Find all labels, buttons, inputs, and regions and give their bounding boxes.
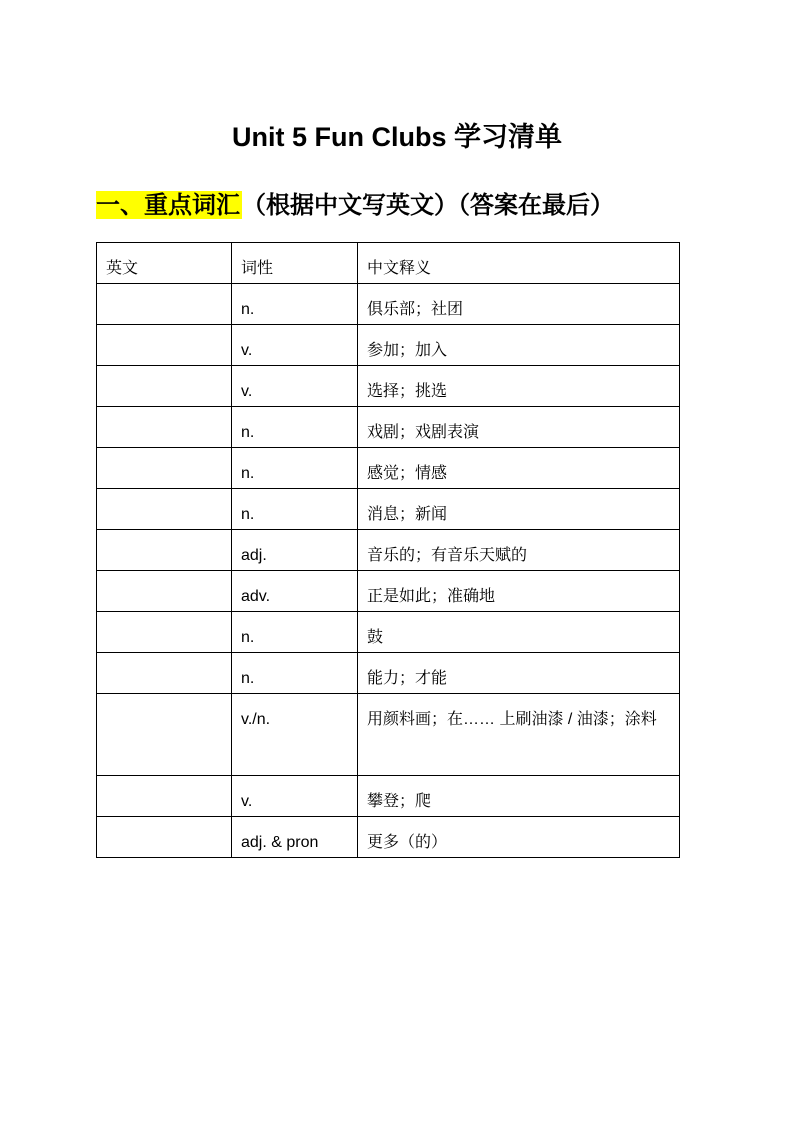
header-english: 英文 [97, 243, 232, 284]
english-answer-cell[interactable] [97, 530, 232, 571]
english-answer-cell[interactable] [97, 284, 232, 325]
chinese-meaning-cell: 鼓 [358, 612, 680, 653]
english-answer-cell[interactable] [97, 407, 232, 448]
english-answer-cell[interactable] [97, 612, 232, 653]
english-answer-cell[interactable] [97, 366, 232, 407]
header-chinese-meaning: 中文释义 [358, 243, 680, 284]
part-of-speech-cell: v. [232, 776, 358, 817]
chinese-meaning-cell: 音乐的；有音乐天赋的 [358, 530, 680, 571]
english-answer-cell[interactable] [97, 653, 232, 694]
vocabulary-table [96, 242, 680, 858]
table-row [97, 612, 680, 653]
table-row [97, 571, 680, 612]
part-of-speech-cell: v. [232, 366, 358, 407]
part-of-speech-cell: adj. & pron [232, 817, 358, 858]
english-answer-cell[interactable] [97, 448, 232, 489]
table-row [97, 325, 680, 366]
table-row [97, 817, 680, 858]
chinese-meaning-cell: 消息；新闻 [358, 489, 680, 530]
table-row [97, 448, 680, 489]
table-header-row [97, 243, 680, 284]
chinese-meaning-cell: 参加；加入 [358, 325, 680, 366]
chinese-meaning-cell: 正是如此；准确地 [358, 571, 680, 612]
part-of-speech-cell: v./n. [232, 694, 358, 776]
english-answer-cell[interactable] [97, 325, 232, 366]
section-heading-highlight: 一、重点词汇 [96, 191, 240, 219]
table-row [97, 366, 680, 407]
english-answer-cell[interactable] [97, 694, 232, 776]
header-part-of-speech: 词性 [232, 243, 358, 284]
english-answer-cell[interactable] [97, 817, 232, 858]
table-row [97, 284, 680, 325]
section-heading [96, 186, 614, 224]
english-answer-cell[interactable] [97, 571, 232, 612]
table-row [97, 530, 680, 571]
chinese-meaning-cell: 戏剧；戏剧表演 [358, 407, 680, 448]
chinese-meaning-cell: 用颜料画；在…… 上刷油漆 / 油漆；涂料 [358, 694, 680, 776]
table-row [97, 407, 680, 448]
table-row [97, 653, 680, 694]
part-of-speech-cell: n. [232, 489, 358, 530]
section-heading-instruction: （根据中文写英文）（答案在最后） [242, 191, 614, 219]
chinese-meaning-cell: 能力；才能 [358, 653, 680, 694]
chinese-meaning-cell: 攀登；爬 [358, 776, 680, 817]
part-of-speech-cell: v. [232, 325, 358, 366]
table-row [97, 489, 680, 530]
page-title: Unit 5 Fun Clubs 学习清单 [232, 122, 562, 152]
part-of-speech-cell: n. [232, 284, 358, 325]
part-of-speech-cell: n. [232, 448, 358, 489]
english-answer-cell[interactable] [97, 489, 232, 530]
part-of-speech-cell: n. [232, 407, 358, 448]
chinese-meaning-cell: 更多（的） [358, 817, 680, 858]
english-answer-cell[interactable] [97, 776, 232, 817]
part-of-speech-cell: n. [232, 653, 358, 694]
part-of-speech-cell: adv. [232, 571, 358, 612]
chinese-meaning-cell: 选择；挑选 [358, 366, 680, 407]
chinese-meaning-cell: 感觉；情感 [358, 448, 680, 489]
part-of-speech-cell: adj. [232, 530, 358, 571]
table-row [97, 694, 680, 776]
table-row [97, 776, 680, 817]
chinese-meaning-cell: 俱乐部；社团 [358, 284, 680, 325]
part-of-speech-cell: n. [232, 612, 358, 653]
